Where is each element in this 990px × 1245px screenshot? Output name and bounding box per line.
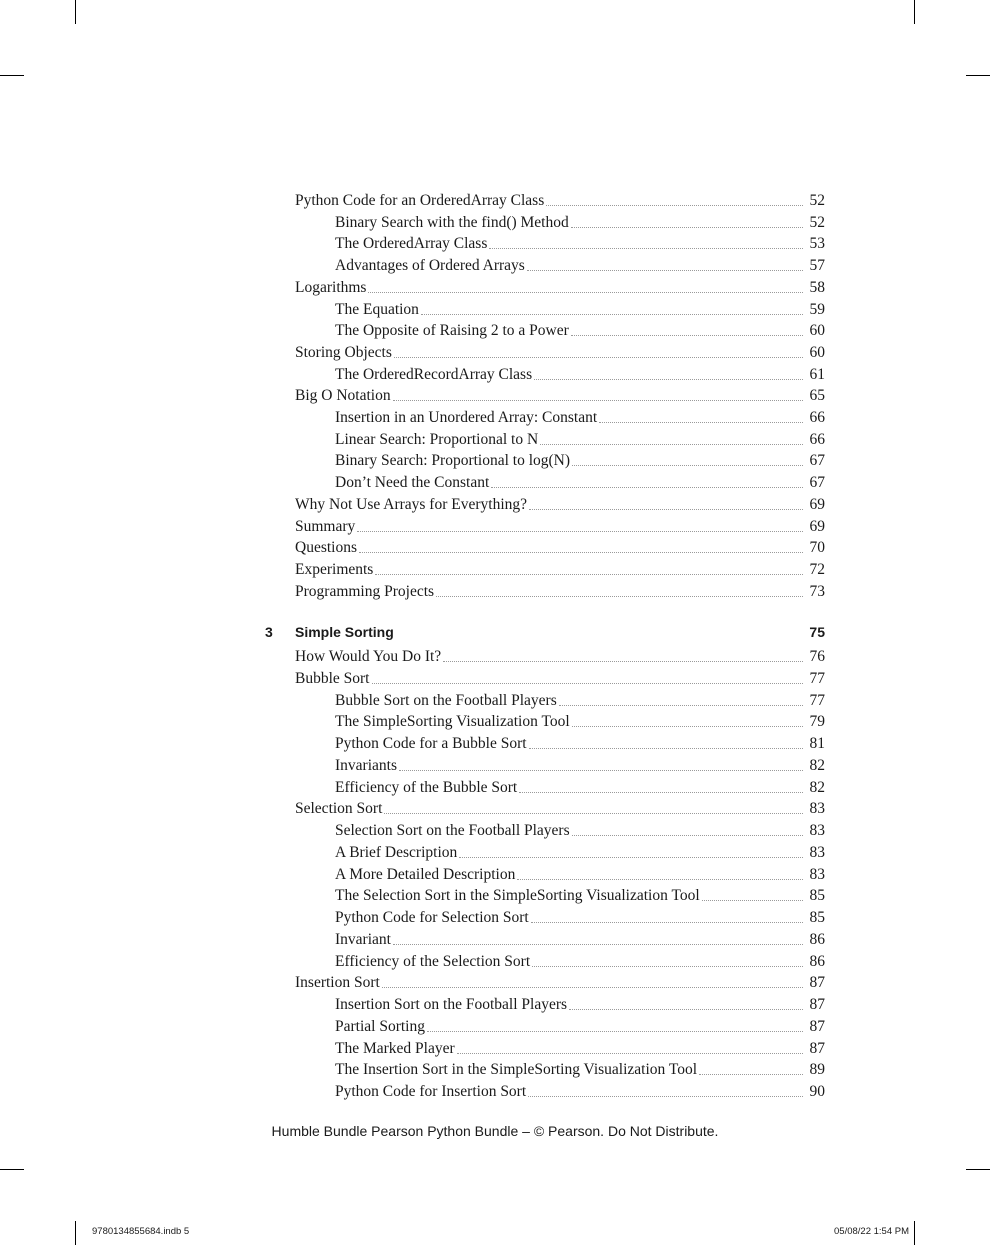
dot-leader xyxy=(529,508,803,510)
toc-entry xyxy=(335,364,825,386)
toc-entry-title: Logarithms xyxy=(295,278,367,296)
crop-mark xyxy=(966,1169,990,1170)
toc-entry-title: Partial Sorting xyxy=(335,1017,425,1035)
dot-leader xyxy=(368,291,803,293)
toc-entry-title: The Equation xyxy=(335,300,419,318)
dot-leader xyxy=(394,356,803,358)
toc-entry xyxy=(335,994,825,1016)
toc-entry-page-number: 82 xyxy=(809,778,825,796)
toc-entry-title: The OrderedRecordArray Class xyxy=(335,365,533,383)
toc-entry-title: How Would You Do It? xyxy=(295,648,442,665)
dot-leader xyxy=(517,878,803,880)
toc-entry xyxy=(295,581,825,603)
toc-entry-title: Why Not Use Arrays for Everything? xyxy=(295,495,528,513)
toc-entry xyxy=(335,233,825,255)
toc-entry xyxy=(335,1038,825,1060)
crop-mark xyxy=(0,75,24,76)
dot-leader xyxy=(569,1008,803,1010)
chapter-page-number: 75 xyxy=(809,624,825,640)
toc-entry-page-number: 72 xyxy=(809,560,825,578)
toc-entry-page-number: 77 xyxy=(809,669,825,687)
crop-mark xyxy=(914,1221,915,1245)
chapter-heading xyxy=(265,621,825,643)
toc-entry xyxy=(335,450,825,472)
dot-leader xyxy=(459,856,803,858)
crop-mark xyxy=(914,0,915,24)
dot-leader xyxy=(393,399,803,401)
toc-entry-page-number: 89 xyxy=(809,1061,825,1079)
dot-leader xyxy=(399,769,803,771)
toc-entry xyxy=(335,1059,825,1081)
toc-entry-page-number: 52 xyxy=(809,213,825,231)
toc-entry xyxy=(335,842,825,864)
dot-leader xyxy=(527,269,803,271)
toc-entry xyxy=(295,516,825,538)
toc-entry xyxy=(295,559,825,581)
toc-entry-page-number: 87 xyxy=(809,1017,825,1035)
dot-leader xyxy=(532,965,803,967)
toc-entry-title: Storing Objects xyxy=(295,343,392,361)
toc-entry xyxy=(335,755,825,777)
toc-entry xyxy=(335,711,825,733)
toc-entry-title: Invariants xyxy=(335,756,397,774)
toc-entry-title: Insertion Sort on the Football Players xyxy=(335,996,568,1013)
toc-entry-page-number: 83 xyxy=(809,843,825,861)
dot-leader xyxy=(571,226,803,228)
toc-entry-page-number: 59 xyxy=(809,300,825,318)
toc-entry xyxy=(335,212,825,234)
toc-entry-title: Selection Sort on the Football Players xyxy=(335,822,570,839)
toc-entry-page-number: 73 xyxy=(809,582,825,600)
dot-leader xyxy=(529,747,803,749)
toc-entry xyxy=(335,429,825,451)
dot-leader xyxy=(382,986,803,988)
toc-entry-title: Efficiency of the Selection Sort xyxy=(335,952,531,970)
toc-entry-page-number: 67 xyxy=(809,452,825,470)
toc-entry-page-number: 58 xyxy=(809,278,825,296)
toc-entry-page-number: 69 xyxy=(809,517,825,535)
toc-entry xyxy=(295,342,825,364)
toc-entry-page-number: 60 xyxy=(809,343,825,361)
dot-leader xyxy=(572,464,803,466)
page-footer: Humble Bundle Pearson Python Bundle – © Pearson. Do Not Distribute. xyxy=(271,1123,719,1139)
toc-entry-title: Python Code for Insertion Sort xyxy=(335,1083,527,1100)
toc-entry-page-number: 66 xyxy=(809,409,825,426)
dot-leader xyxy=(393,943,803,945)
toc-entry xyxy=(335,929,825,951)
dot-leader xyxy=(571,334,803,336)
toc-entry-title: A Brief Description xyxy=(335,843,458,861)
crop-mark xyxy=(75,0,76,24)
dot-leader xyxy=(457,1052,803,1054)
dot-leader xyxy=(528,1095,803,1097)
toc-entry-title: Python Code for an OrderedArray Class xyxy=(295,192,545,209)
toc-entry xyxy=(335,299,825,321)
crop-mark xyxy=(75,1221,76,1245)
toc-entry-page-number: 52 xyxy=(809,192,825,209)
slug-file-info: 9780134855684.indb 5 xyxy=(92,1226,190,1237)
toc-entry xyxy=(295,972,825,994)
chapter-title: Simple Sorting xyxy=(295,624,394,640)
toc-entry xyxy=(335,407,825,429)
toc-entry-page-number: 82 xyxy=(809,756,825,774)
toc-entry-title: Binary Search with the find() Method xyxy=(335,213,569,231)
toc-entry xyxy=(295,494,825,516)
toc-entry-page-number: 87 xyxy=(809,996,825,1013)
dot-leader xyxy=(534,378,803,380)
toc-entry xyxy=(295,385,825,407)
toc-entry xyxy=(295,537,825,559)
toc-entry-title: Python Code for a Bubble Sort xyxy=(335,735,527,752)
toc-entry-title: The Opposite of Raising 2 to a Power xyxy=(335,322,569,340)
dot-leader xyxy=(572,725,803,727)
toc-entry xyxy=(295,668,825,690)
dot-leader xyxy=(491,486,803,488)
toc-entry-title: Questions xyxy=(295,539,357,557)
dot-leader xyxy=(359,551,803,553)
dot-leader xyxy=(384,812,803,814)
toc-entry-title: Python Code for Selection Sort xyxy=(335,909,529,926)
toc-entry xyxy=(335,255,825,277)
dot-leader xyxy=(436,595,803,597)
toc-entry-page-number: 77 xyxy=(809,691,825,709)
toc-entry-page-number: 67 xyxy=(809,474,825,492)
toc-entry-title: Insertion Sort xyxy=(295,974,380,992)
toc-entry-page-number: 85 xyxy=(809,887,825,905)
toc-entry xyxy=(295,646,825,668)
toc-entry-page-number: 90 xyxy=(809,1083,825,1100)
crop-mark xyxy=(0,1169,24,1170)
toc-entry-page-number: 81 xyxy=(809,735,825,752)
toc-entry-page-number: 53 xyxy=(809,235,825,253)
toc-entry xyxy=(335,907,825,929)
toc-entry-page-number: 83 xyxy=(809,865,825,883)
crop-mark xyxy=(966,75,990,76)
toc-entry-page-number: 79 xyxy=(809,713,825,731)
dot-leader xyxy=(375,573,803,575)
toc-entry-title: Programming Projects xyxy=(295,582,435,600)
toc-entry xyxy=(335,864,825,886)
toc-entry-page-number: 86 xyxy=(809,930,825,948)
dot-leader xyxy=(572,834,803,836)
toc-entry-title: Bubble Sort on the Football Players xyxy=(335,691,557,709)
dot-leader xyxy=(427,1030,803,1032)
toc-entry-page-number: 85 xyxy=(809,909,825,926)
toc-entry xyxy=(295,798,825,820)
toc-entry-title: Bubble Sort xyxy=(295,669,370,687)
toc-entry-page-number: 70 xyxy=(809,539,825,557)
toc-entry xyxy=(335,951,825,973)
toc-entry xyxy=(335,885,825,907)
toc-entry xyxy=(335,320,825,342)
toc-entry-page-number: 57 xyxy=(809,257,825,275)
dot-leader xyxy=(489,247,803,249)
toc-entry xyxy=(335,777,825,799)
slug-date-time: 05/08/22 1:54 PM xyxy=(834,1226,909,1237)
dot-leader xyxy=(546,204,803,206)
toc-entry-title: Don’t Need the Constant xyxy=(335,474,490,492)
toc-entry xyxy=(335,690,825,712)
dot-leader xyxy=(702,899,803,901)
dot-leader xyxy=(519,791,803,793)
dot-leader xyxy=(421,313,803,315)
toc-entry-title: Advantages of Ordered Arrays xyxy=(335,257,525,275)
toc-entry xyxy=(295,277,825,299)
toc-entry xyxy=(335,820,825,842)
toc-entry-title: Invariant xyxy=(335,930,391,948)
toc-entry-title: The SimpleSorting Visualization Tool xyxy=(335,713,570,731)
toc-entry-page-number: 83 xyxy=(809,800,825,818)
dot-leader xyxy=(357,530,803,532)
toc-entry-title: The Selection Sort in the SimpleSorting Visualization Tool xyxy=(335,887,700,905)
toc-entry-page-number: 60 xyxy=(809,322,825,340)
toc-entry-title: The OrderedArray Class xyxy=(335,235,488,253)
toc-entry-page-number: 87 xyxy=(809,974,825,992)
toc-entry xyxy=(335,1016,825,1038)
toc-entry-title: Experiments xyxy=(295,560,374,578)
toc-entry-title: Efficiency of the Bubble Sort xyxy=(335,778,518,796)
toc-entry-title: A More Detailed Description xyxy=(335,865,516,883)
toc-entry-title: The Insertion Sort in the SimpleSorting Visualization Tool xyxy=(335,1061,698,1079)
toc-entry-title: Big O Notation xyxy=(295,387,391,405)
dot-leader xyxy=(559,704,803,706)
toc-entry-title: Summary xyxy=(295,517,356,535)
toc-entry xyxy=(335,1081,825,1103)
toc-entry-title: Binary Search: Proportional to log(N) xyxy=(335,452,571,470)
dot-leader xyxy=(599,421,803,423)
toc-entry-page-number: 61 xyxy=(809,365,825,383)
toc-entry xyxy=(335,733,825,755)
toc-entry-title: Linear Search: Proportional to N xyxy=(335,430,539,448)
toc-entry-page-number: 87 xyxy=(809,1039,825,1057)
dot-leader xyxy=(531,921,803,923)
dot-leader xyxy=(372,682,804,684)
toc-entry-title: Selection Sort xyxy=(295,800,383,818)
toc-entry-page-number: 65 xyxy=(809,387,825,405)
dot-leader xyxy=(540,443,803,445)
toc-entry-page-number: 76 xyxy=(809,648,825,665)
toc-entry-page-number: 83 xyxy=(809,822,825,839)
toc-entry xyxy=(335,472,825,494)
dot-leader xyxy=(443,660,803,662)
toc-entry-title: The Marked Player xyxy=(335,1039,455,1057)
toc-entry-page-number: 69 xyxy=(809,495,825,513)
chapter-number: 3 xyxy=(265,624,273,640)
dot-leader xyxy=(699,1073,803,1075)
toc-entry-page-number: 66 xyxy=(809,430,825,448)
toc-entry xyxy=(295,190,825,212)
toc-entry-title: Insertion in an Unordered Array: Constant xyxy=(335,409,598,426)
toc-entry-page-number: 86 xyxy=(809,952,825,970)
